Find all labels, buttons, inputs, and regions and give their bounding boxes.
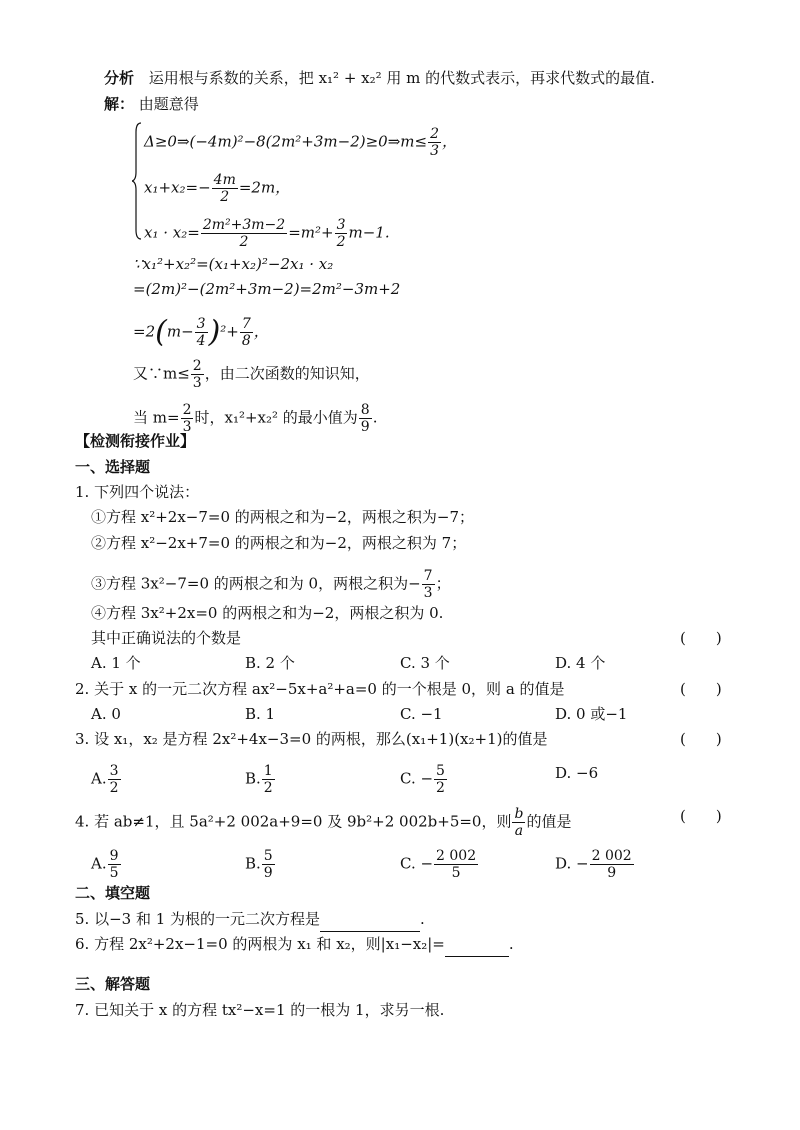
fraction: $\frac{7}{3}$ <box>423 568 433 601</box>
q1-option-a[interactable]: A. 1 个 <box>91 654 141 672</box>
q1-statement-2: ②方程 x²−2x+7=0 的两根之和为−2，两根之积为 7； <box>91 534 467 552</box>
fraction: $\frac{3}{4}$ <box>196 316 206 349</box>
analysis-label: 分析 <box>104 69 135 87</box>
q6-blank[interactable] <box>445 936 509 957</box>
q3-answer-paren[interactable]: ( ) <box>680 730 722 748</box>
solution-intro: 由题意得 <box>138 95 199 113</box>
q2-option-a[interactable]: A. 0 <box>91 705 121 723</box>
q1-statement-3: ③方程 3x²−7=0 的两根之和为 0，两根之积为− $\frac{7}{3}$ ； <box>91 568 451 601</box>
q7-stem: 7. 已知关于 x 的方程 tx²−x=1 的一根为 1，求另一根. <box>75 1001 445 1019</box>
q3-option-a[interactable]: A. $\frac{3}{2}$ <box>91 763 119 796</box>
q2-answer-paren[interactable]: ( ) <box>680 680 722 698</box>
fraction: $\frac{5}{9}$ <box>263 848 273 881</box>
analysis-line <box>104 68 655 88</box>
system-row-1: Δ≥0⇒(−4m)²−8(2m²+3m−2)≥0⇒m≤ $\frac{2}{3}$ ， <box>144 126 458 159</box>
fraction: $\frac{2}{3}$ <box>192 358 202 391</box>
solution-line <box>104 94 199 114</box>
section-3-title: 三、解答题 <box>75 975 151 993</box>
q1-answer-paren[interactable]: ( ) <box>680 629 722 647</box>
q1-statement-1: ①方程 x²+2x−7=0 的两根之和为−2，两根之积为−7； <box>91 508 475 526</box>
fraction: $\frac{3}{2}$ <box>336 217 346 250</box>
fraction: $\frac{2 002}{5}$ <box>436 848 477 881</box>
q1-option-c[interactable]: C. 3 个 <box>400 654 450 672</box>
q2-stem: 2. 关于 x 的一元二次方程 ax²−5x+a²+a=0 的一个根是 0，则 a 的值是 <box>75 680 565 698</box>
q2-option-d[interactable]: D. 0 或−1 <box>555 705 628 723</box>
q3-option-c[interactable]: C. − $\frac{5}{2}$ <box>400 763 445 796</box>
derivation-line-2: =(2m)²−(2m²+3m−2)=2m²−3m+2 <box>133 280 401 298</box>
q2-option-c[interactable]: C. −1 <box>400 705 443 723</box>
q4-option-c[interactable]: C. − $\frac{2 002}{5}$ <box>400 848 477 881</box>
fraction: $\frac{4m}{2}$ <box>213 172 236 205</box>
system-brace <box>132 122 142 240</box>
solution-label: 解： <box>104 95 135 113</box>
q1-option-d[interactable]: D. 4 个 <box>555 654 606 672</box>
q2-option-b[interactable]: B. 1 <box>245 705 276 723</box>
fraction: $\frac{5}{2}$ <box>436 763 445 796</box>
fraction: $\frac{8}{9}$ <box>360 402 370 435</box>
fraction: $\frac{7}{8}$ <box>241 316 251 349</box>
derivation-line-1: ∵x₁²+x₂²=(x₁+x₂)²−2x₁ · x₂ <box>133 255 334 273</box>
q1-stem: 1. 下列四个说法： <box>75 483 200 501</box>
q3-stem: 3. 设 x₁，x₂ 是方程 2x²+4x−3=0 的两根，那么(x₁+1)(x₂+1)的值是 <box>75 730 548 748</box>
q3-option-b[interactable]: B. $\frac{1}{2}$ <box>245 763 273 796</box>
q6-line: 6. 方程 2x²+2x−1=0 的两根为 x₁ 和 x₂，则|x₁−x₂|= . <box>75 934 514 957</box>
q4-option-b[interactable]: B. $\frac{5}{9}$ <box>245 848 273 881</box>
analysis-text: 运用根与系数的关系，把 x₁² + x₂² 用 m 的代数式表示，再求代数式的最值. <box>148 69 655 87</box>
system-row-2: x₁+x₂=− $\frac{4m}{2}$ =2m， <box>144 172 291 205</box>
q4-answer-paren[interactable]: ( ) <box>680 807 722 825</box>
fraction: $\frac{2 002}{9}$ <box>591 848 632 881</box>
q1-statement-4: ④方程 3x²+2x=0 的两根之和为−2，两根之积为 0. <box>91 604 444 622</box>
fraction: $\frac{\text{2m²+3m−2}}{2}$ <box>202 217 286 250</box>
derivation-line-5: 当 m= $\frac{2}{3}$ 时，x₁²+x₂² 的最小值为 $\frac{8}{9}$ . <box>133 402 378 435</box>
q5-blank[interactable] <box>320 911 420 932</box>
q4-option-d[interactable]: D. − $\frac{2 002}{9}$ <box>555 848 632 881</box>
fraction: $\frac{2}{3}$ <box>430 126 440 159</box>
fraction: $\frac{9}{5}$ <box>109 848 119 881</box>
fraction: $\frac{2}{3}$ <box>182 402 192 435</box>
q5-line: 5. 以−3 和 1 为根的一元二次方程是 . <box>75 909 425 932</box>
q1-ask: 其中正确说法的个数是 <box>91 629 242 647</box>
section-1-title: 一、选择题 <box>75 458 151 476</box>
q4-option-a[interactable]: A. $\frac{9}{5}$ <box>91 848 119 881</box>
q1-option-b[interactable]: B. 2 个 <box>245 654 295 672</box>
homework-title: 【检测衔接作业】 <box>75 432 196 450</box>
derivation-line-4: 又∵m≤ $\frac{2}{3}$ ，由二次函数的知识知， <box>133 358 370 391</box>
q3-option-d[interactable]: D. −6 <box>555 764 599 782</box>
q4-stem: 4. 若 ab≠1，且 5a²+2 002a+9=0 及 9b²+2 002b+5=0，则 $\frac{b}{a}$ 的值是 <box>75 806 572 839</box>
fraction: $\frac{3}{2}$ <box>109 763 119 796</box>
fraction: $\frac{1}{2}$ <box>263 763 273 796</box>
system-row-3: x₁ · x₂= $\frac{\text{2m²+3m−2}}{2}$ =m²+ $\frac{3}{2}$ m−1. <box>144 217 390 250</box>
derivation-line-3: =2(m− $\frac{3}{4}$ )²+ $\frac{7}{8}$ ， <box>133 314 269 350</box>
section-2-title: 二、填空题 <box>75 884 151 902</box>
fraction: $\frac{b}{a}$ <box>514 806 524 839</box>
